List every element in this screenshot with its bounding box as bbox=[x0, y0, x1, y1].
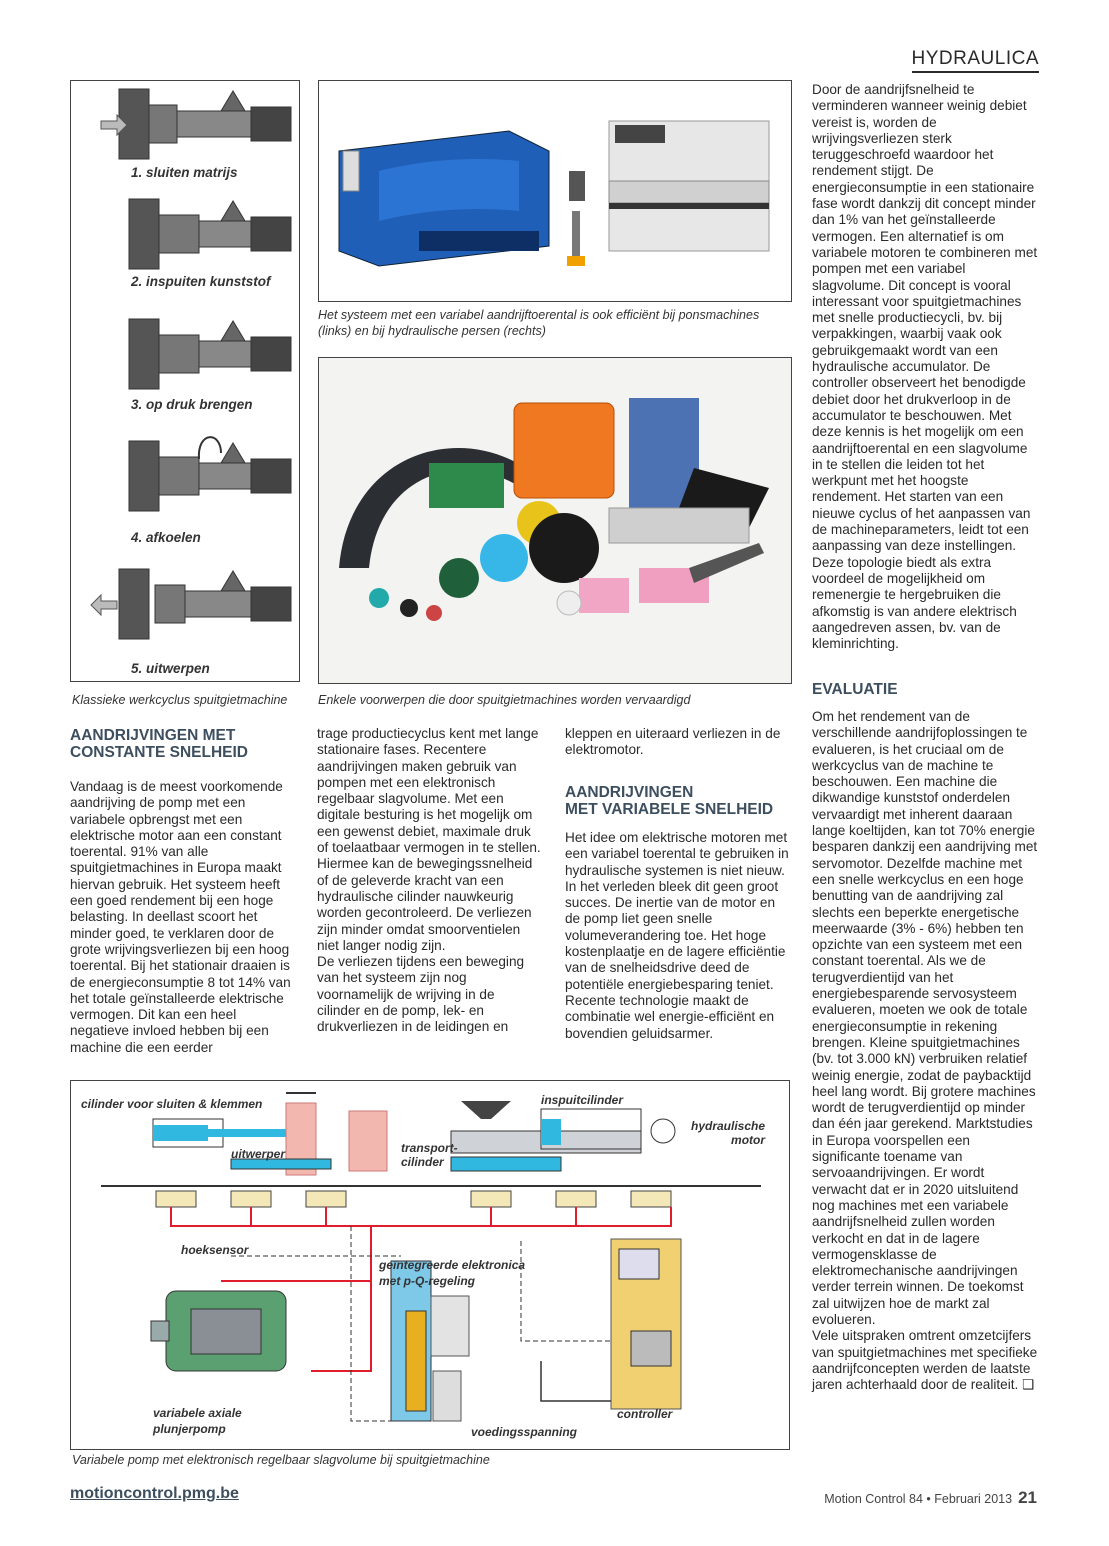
footer-issue-text: Motion Control 84 • Februari 2013 bbox=[824, 1492, 1013, 1506]
label-hydraulic-motor: hydraulische motor bbox=[691, 1119, 766, 1147]
cycle-step-3: 3. op druk brengen bbox=[131, 397, 253, 412]
cycle-step-1: 1. sluiten matrijs bbox=[131, 165, 238, 180]
label-ejector: uitwerper bbox=[231, 1147, 286, 1161]
heading-constant-speed: AANDRIJVINGEN MET CONSTANTE SNELHEID bbox=[70, 727, 248, 761]
body-col1: Vandaag is de meest voorkomende aandrijving de pomp met een variabele opbrengst met een elektrische motor aan een constant toerental. 91% van alle spuitgietmachines in Europa maakt hiervan gebruik. Het systeem heeft een goed rendement bij een hoge belasting. In deellast scoort het minder goed, te verklaren door de grote wrijvingsverliezen bij een hoog toerental. Bij het stationair draaien is de energieconsumptie 8 tot 14% van het totale geïnstalleerde elektrische vermogen. Dit kan een heel negatieve invloed hebben bij een machine die een eerder bbox=[70, 779, 291, 1055]
machines-photo bbox=[318, 80, 792, 302]
diagram-caption: Variabele pomp met elektronisch regelbaar slagvolume bij spuitgietmachine bbox=[72, 1453, 490, 1467]
machines-image bbox=[319, 81, 791, 301]
label-controller: controller bbox=[617, 1407, 673, 1421]
cycle-caption: Klassieke werkcyclus spuitgietmachine bbox=[72, 693, 288, 707]
plastic-parts-photo bbox=[318, 357, 792, 684]
label-angle-sensor: hoeksensor bbox=[181, 1243, 249, 1257]
body-col4-part2: Vele uitspraken omtrent omzetcijfers van spuitgietmachines met specifieke aandrijfconcepten werden de laatste jaren achterhaald door de realiteit. ❑ bbox=[812, 1328, 1038, 1393]
parts-image bbox=[319, 358, 791, 683]
body-col2 bbox=[317, 726, 541, 1036]
body-col2-part1: trage productiecyclus kent met lange stationaire fases. Recentere aandrijvingen maken gebruik van pompen met een elektronisch regelbaar slagvolume. Met een digitale besturing is het mogelijk om een gewenst debiet, maximale druk of toelaatbaar vermogen in te stellen. Hiermee kan de bewegingssnelheid of de geleverde kracht van een hydraulische cilinder nauwkeurig worden gecontroleerd. De verliezen zijn minder omdat smoorventielen niet langer nodig zijn. bbox=[317, 726, 541, 953]
footer-issue bbox=[824, 1488, 1037, 1508]
cycle-step-4: 4. afkoelen bbox=[131, 530, 201, 545]
body-col4-part1: Om het rendement van de verschillende aandrijfoplossingen te evalueren, is het cruciaal om de werkcyclus van de machine te beschouwen. Een machine die dikwandige kunststof onderdelen vervaardigt met inherent daaraan lange koeltijden, kan tot 70% energie besparen dankzij een aandrijving met servomotor. Dezelfde machine met een snelle werkcyclus en een hoge benutting van de aandrijving zal slechts een beperkte energetische meerwaarde (3% - 6%) hebben ten opzichte van een systeem met een constant toerental. Als we de terugverdientijd van het energiebesparende servosysteem evalueren, moeten we ook de totale energieconsumptie in rekening brengen. Kleine spuitgietmachines (bv. tot 3.000 kN) verbruiken relatief weinig energie, zodat de paybacktijd heel lang wordt. Bij grotere machines wordt de terugverdientijd op minder dan één jaar gerekend. Marktstudies in Europa voorspellen een significante toename van servoaandrijvingen. Er wordt verwacht dat er in 2020 uitsluitend nog machines met een variabele aandrijfsnelheid zullen worden verkocht en dat in de lagere vermogensklasse de elektromechanische aandrijvingen verder terrein winnen. De toekomst zal uitwijzen hoe de markt zal evolueren. bbox=[812, 709, 1038, 1327]
label-clamp-cylinder: cilinder voor sluiten & klemmen bbox=[81, 1097, 263, 1111]
body-col3a: kleppen en uiteraard verliezen in de elektromotor. bbox=[565, 726, 781, 758]
body-col2-part2: De verliezen tijdens een beweging van het systeem zijn nog voornamelijk de wrijving in de cilinder en de pomp, lek- en drukverliezen in de leidingen en bbox=[317, 954, 525, 1035]
footer-site-link[interactable]: motioncontrol.pmg.be bbox=[70, 1485, 239, 1502]
machines-caption: Het systeem met een variabel aandrijftoerental is ook efficiënt bij ponsmachines (links) en bij hydraulische persen (rechts) bbox=[318, 308, 760, 338]
hydraulic-diagram bbox=[70, 1080, 790, 1450]
page-number: 21 bbox=[1018, 1488, 1037, 1507]
injection-cycle-figure bbox=[70, 80, 300, 682]
section-tag: HYDRAULICA bbox=[912, 48, 1039, 73]
body-col3b: Het idee om elektrische motoren met een variabel toerental te gebruiken in hydraulische systemen is niet nieuw. In het verleden bleek dit geen groot succes. De inertie van de motor en de pomp liet geen snelle volumeverandering toe. Het hoge kostenplaatje en de lagere efficiëntie van de snelheidsdrive deed de potentiële energiebesparing teniet. Recente technologie maakt de combinatie wel energie-efficiënt en bovendien geluidsarmer. bbox=[565, 830, 789, 1041]
parts-caption: Enkele voorwerpen die door spuitgietmachines worden vervaardigd bbox=[318, 693, 691, 707]
heading-evaluation: EVALUATIE bbox=[812, 681, 898, 698]
heading-variable-speed: AANDRIJVINGEN MET VARIABELE SNELHEID bbox=[565, 784, 774, 818]
body-col4b bbox=[812, 709, 1038, 1393]
label-axial-pump: variabele axiale plunjerpomp bbox=[153, 1406, 242, 1436]
cycle-step-2: 2. inspuiten kunststof bbox=[131, 274, 271, 289]
label-supply-voltage: voedingsspanning bbox=[471, 1425, 578, 1439]
label-transport-cylinder: transport- cilinder bbox=[401, 1141, 458, 1169]
cycle-step-5: 5. uitwerpen bbox=[131, 661, 210, 676]
body-col4a: Door de aandrijfsnelheid te verminderen wanneer weinig debiet vereist is, worden de wrijvingsverliezen sterk teruggeschroefd waardoor het rendement stijgt. De energieconsumptie in een stationaire fase wordt dankzij dit concept minder dan 1% van het geïnstalleerde vermogen. Een alternatief is om variabele motoren te combineren met pompen met een variabel slagvolume. Dit concept is vooral interessant voor spuitgietmachines met snelle productiecycli, bv. bij verpakkingen, waarbij vaak ook gebruikgemaakt wordt van een hydraulische accumulator. De controller observeert het benodigde debiet door het drukverloop in de accumulator te beschouwen. Met deze kennis is het mogelijk om een aandrijftoerental en een slagvolume in te stellen die leiden tot het werkpunt met het hoogste rendement. Het starten van een nieuwe cyclus of het aanpassen van de machineparameters, leidt tot een aanpassing van deze instellingen. Deze topologie biedt als extra voordeel de mogelijkheid om remenergie te hergebruiken die afkomstig is van andere elektrisch aangedreven assen, bv. van de kleminrichting. bbox=[812, 82, 1038, 652]
label-electronics: geïntegreerde elektronica met p-Q-regeling bbox=[379, 1258, 526, 1288]
label-inject-cylinder: inspuitcilinder bbox=[541, 1093, 624, 1107]
